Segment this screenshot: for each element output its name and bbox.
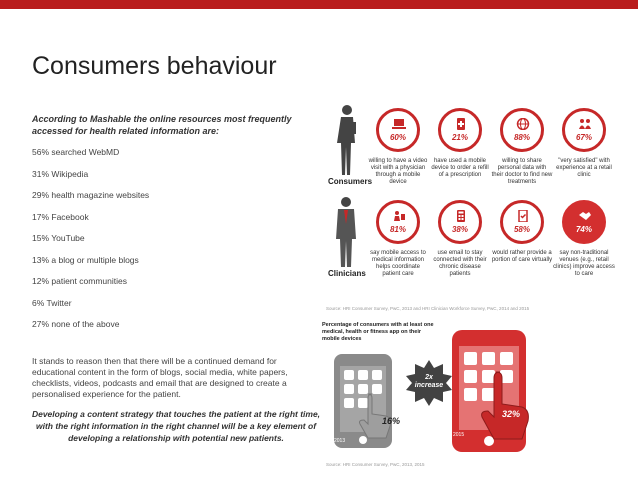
app-usage-source: Source: HRI Consumer Survey, PwC, 2013, 2015 <box>326 462 425 467</box>
stat-percent: 21% <box>451 133 468 142</box>
stat-caption: "very satisfied" with experience at a retail clinic <box>556 158 612 178</box>
slide-title: Consumers behaviour <box>32 52 277 80</box>
health-survey-infographic <box>322 100 622 315</box>
clinician-stat-badge <box>376 200 420 244</box>
clinician-stat-badge <box>438 200 482 244</box>
stat-percent: 74% <box>575 225 592 234</box>
stat-percent: 60% <box>389 133 406 142</box>
globe-icon <box>516 118 530 130</box>
stat-percent: 38% <box>451 225 468 234</box>
stat-item: 27% none of the above <box>32 319 120 329</box>
clinician-stat-badge <box>500 200 544 244</box>
consumer-stat-badge <box>438 108 482 152</box>
emphasis-text: Developing a content strategy that touches the patient at the right time, with the right information in the right channel will be a key element of developing a relationship with potential new patients. <box>31 409 321 443</box>
stat-caption: say non-traditional venues (e.g., retail clinics) improve access to care <box>553 250 615 277</box>
clinician-stat-badge <box>562 200 606 244</box>
body-paragraph: It stands to reason then that there will be a continued demand for educational content in the form of blogs, social media, white papers, checklists, videos, podcasts and email that are designed to create a personalised experience for the patient. <box>32 356 288 399</box>
stat-item: 56% searched WebMD <box>32 147 120 157</box>
checklist-icon <box>516 210 530 222</box>
consumer-stat-badge <box>376 108 420 152</box>
stat-caption: have used a mobile device to order a refill of a prescription <box>431 158 489 178</box>
infographic-source: Source: HRI Consumer Survey, PwC, 2013 and HRI Clinician Workforce Survey, PwC, 2014 and 2015 <box>326 306 530 311</box>
top-accent-bar <box>0 0 638 9</box>
stat-percent: 58% <box>513 225 530 234</box>
stat-caption: would rather provide a portion of care virtually <box>491 250 553 263</box>
app-usage-graphic <box>322 322 622 472</box>
stat-item: 12% patient communities <box>32 276 127 286</box>
stat-item: 31% Wikipedia <box>32 169 89 179</box>
stat-caption: willing to have a video visit with a physician through a mobile device <box>368 158 428 185</box>
row-label-consumers: Consumers <box>328 177 373 186</box>
stat-caption: use email to stay connected with their chronic disease patients <box>433 250 487 277</box>
calculator-icon <box>454 210 468 222</box>
prescription-icon <box>454 118 468 130</box>
stat-item: 13% a blog or multiple blogs <box>32 255 139 265</box>
stat-percent: 67% <box>575 133 592 142</box>
user-device-icon <box>392 210 406 222</box>
consumer-stat-badge <box>562 108 606 152</box>
left-year: 2013 <box>334 438 346 444</box>
stat-caption: say mobile access to medical information helps coordinate patient care <box>370 250 426 277</box>
intro-text: According to Mashable the online resources most frequently accessed for health related information are: <box>32 114 292 136</box>
row-label-clinicians: Clinicians <box>328 269 366 278</box>
clinician-figure-icon <box>334 196 358 268</box>
right-percent: 32% <box>502 409 521 419</box>
left-percent: 16% <box>382 416 401 426</box>
stat-item: 29% health magazine websites <box>32 190 150 200</box>
stat-item: 17% Facebook <box>32 212 89 222</box>
consumer-stat-badge <box>500 108 544 152</box>
right-year: 2015 <box>453 432 465 438</box>
people-icon <box>578 118 592 130</box>
consumer-figure-icon <box>336 104 358 176</box>
stat-percent: 81% <box>389 225 406 234</box>
stat-percent: 88% <box>513 133 530 142</box>
handshake-icon <box>578 210 592 222</box>
stat-item: 15% YouTube <box>32 233 85 243</box>
increase-label: 2x increase <box>414 374 444 389</box>
stat-item: 6% Twitter <box>32 298 72 308</box>
app-usage-label: Percentage of consumers with at least one medical, health or fitness app on their mobile devices <box>322 322 434 342</box>
laptop-icon <box>392 118 406 130</box>
stat-caption: willing to share personal data with their doctor to find new treatments <box>491 158 553 185</box>
